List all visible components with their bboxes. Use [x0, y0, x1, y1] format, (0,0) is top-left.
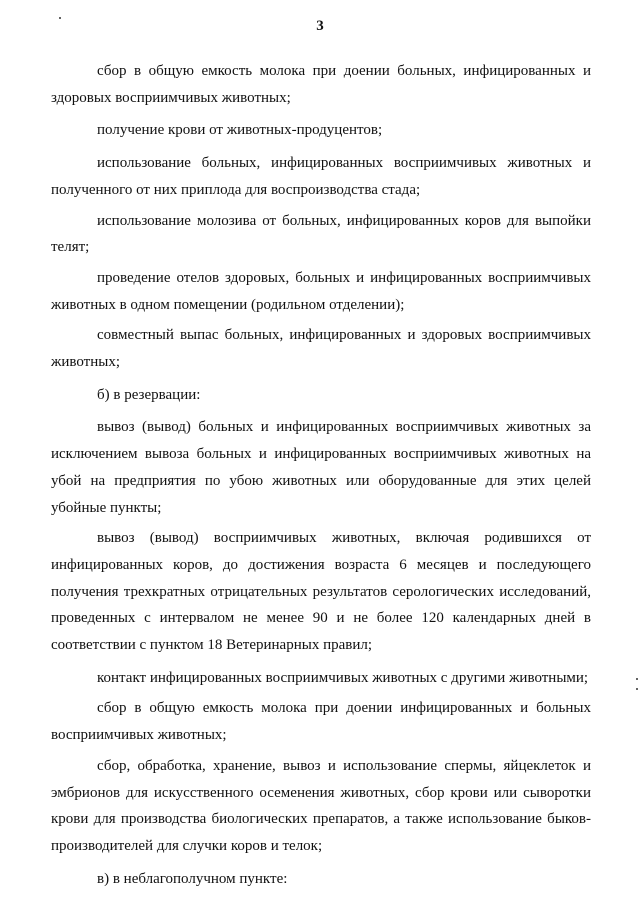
scan-speck	[636, 678, 638, 680]
section-heading: б) в резервации:	[97, 386, 201, 403]
paragraph: получение крови от животных-продуцентов;	[97, 122, 383, 139]
paragraph: использование молозива от больных, инфицированных коров для выпойки телят;	[51, 212, 591, 256]
section-heading: в) в неблагополучном пункте:	[97, 870, 288, 887]
paragraph: вывоз (вывод) больных и инфицированных восприимчивых животных за исключением вывоза больных и инфицированных восприимчивых животных на убой на предприятия по убою животных или оборудованные для этих целей убойные пункты;	[51, 419, 591, 516]
paragraph: вывоз (вывод) восприимчивых животных, включая родившихся от инфицированных коров, до достижения возраста 6 месяцев и последующего получения трехкратных отрицательных результатов серологических исследований, проведенных с интервалом не менее 90 и не более 120 календарных дней в соответствии с пунктом 18 Ветеринарных правил;	[51, 530, 591, 654]
paragraph: использование больных, инфицированных восприимчивых животных и полученного от них приплода для воспроизводства стада;	[51, 155, 591, 198]
paragraph: сбор в общую емкость молока при доении инфицированных и больных восприимчивых животных;	[51, 700, 591, 744]
paragraph: проведение отелов здоровых, больных и инфицированных восприимчивых животных в одном помещении (родильном отделении);	[51, 269, 591, 313]
scan-speck	[636, 688, 638, 690]
paragraph: сбор в общую емкость молока при доении больных, инфицированных и здоровых восприимчивых животных;	[51, 63, 591, 106]
paragraph: контакт инфицированных восприимчивых животных с другими животными;	[97, 669, 589, 686]
paragraph: сбор, обработка, хранение, вывоз и использование спермы, яйцеклеток и эмбрионов для искусственного осеменения животных, сбор крови или сыворотки крови для производства биологических препаратов, а также использование быков-производителей для случки коров и телок;	[51, 757, 591, 854]
page-number: 3	[316, 18, 324, 34]
document-body	[51, 58, 591, 892]
paragraph: совместный выпас больных, инфицированных и здоровых восприимчивых животных;	[51, 327, 591, 371]
